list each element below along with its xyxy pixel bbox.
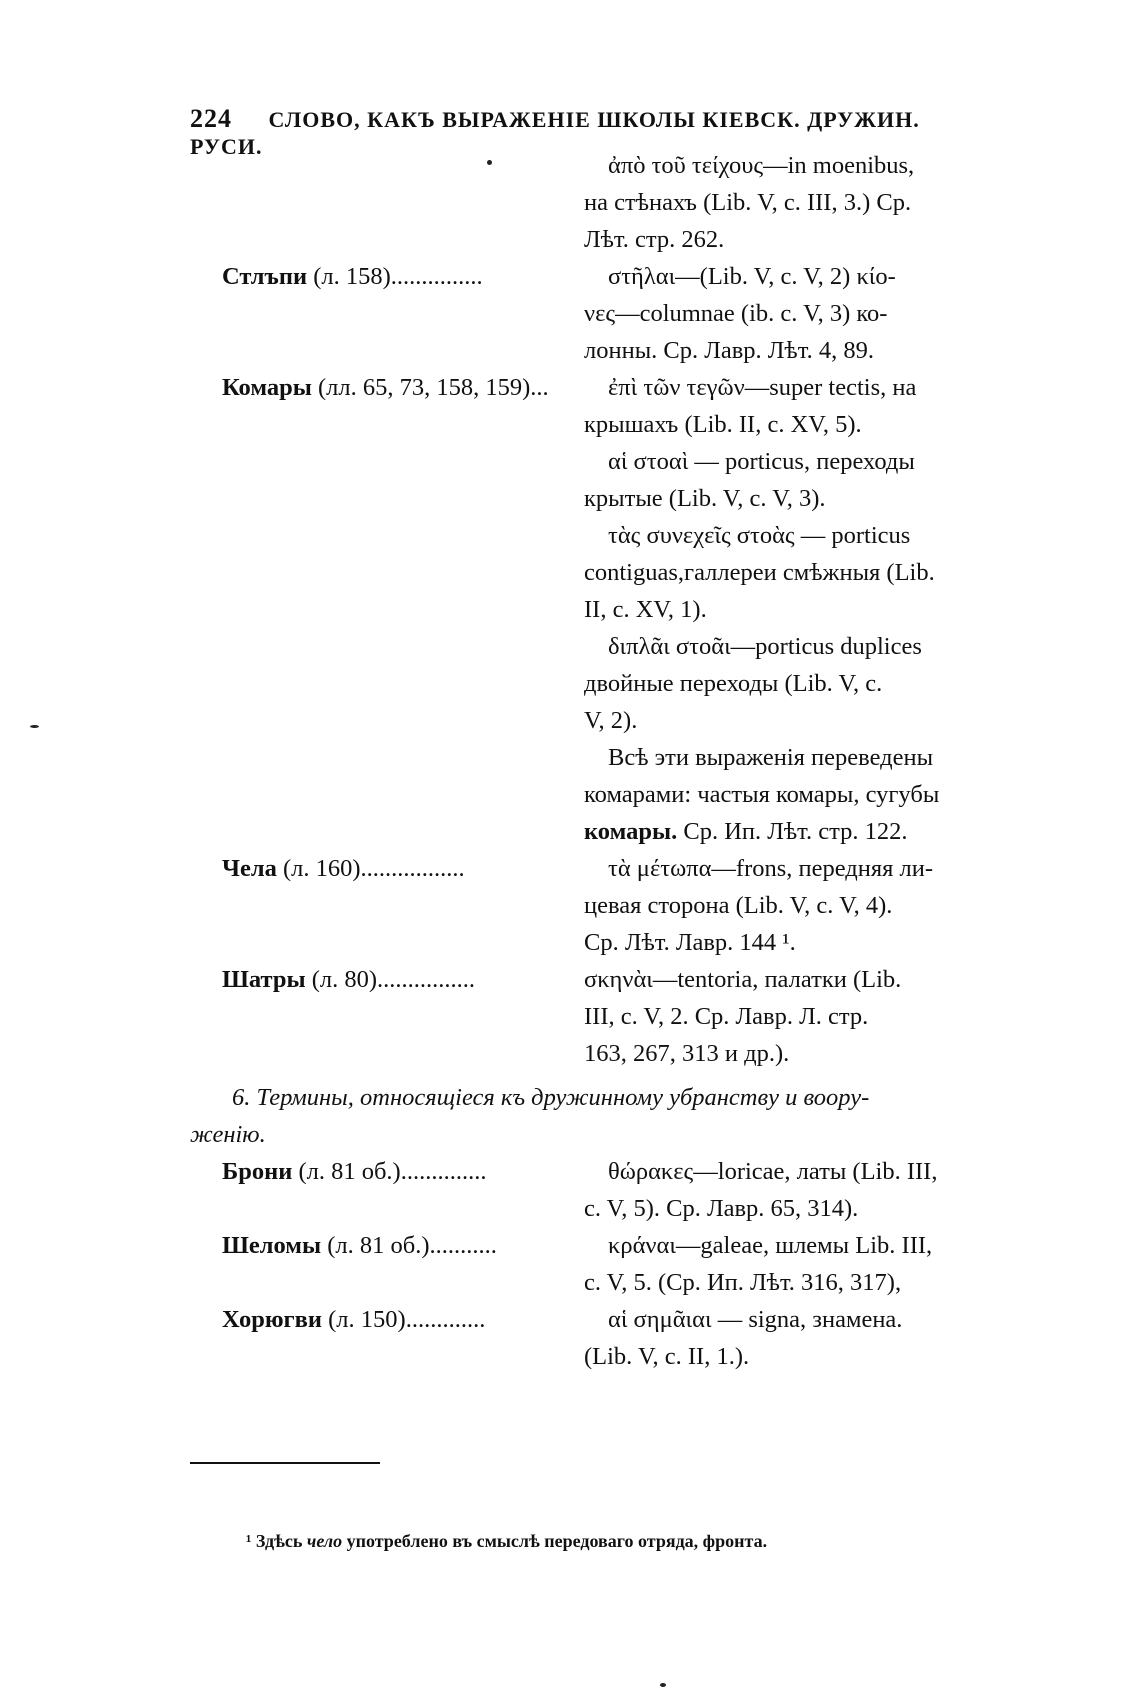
text-line: σκηνὰι—tentoria, палатки (Lib. — [584, 966, 902, 993]
term-ref: (л. 81 об.) — [292, 1158, 401, 1185]
text-line: αἱ στοαὶ — porticus, переходы — [608, 448, 915, 475]
text-line: c. V, 5. (Ср. Ип. Лѣт. 316, 317), — [584, 1269, 902, 1296]
term-ref: (л. 150) — [322, 1306, 406, 1333]
text-line — [584, 820, 908, 845]
term-entry — [222, 265, 483, 290]
text-line: двойные переходы (Lib. V, c. — [584, 670, 883, 697]
text-line: (Lib. V, c. II, 1.). — [584, 1343, 750, 1370]
text-line: цевая сторона (Lib. V, c. V, 4). — [584, 892, 893, 919]
leader-dots: ... — [530, 374, 549, 401]
term-entry — [222, 1160, 486, 1185]
term-word: Комары — [222, 374, 312, 401]
leader-dots: ............. — [405, 1306, 486, 1333]
text-line: на стѣнахъ (Lib. V, c. III, 3.) Ср. — [584, 189, 912, 216]
text-line: c. V, 5). Ср. Лавр. 65, 314). — [584, 1195, 859, 1222]
text-line: κράναι—galeae, шлемы Lib. III, — [608, 1232, 933, 1259]
text-line: contiguas,галлереи смѣжныя (Lib. — [584, 559, 935, 586]
leader-dots: ............... — [390, 263, 483, 290]
text-line: Лѣт. стр. 262. — [584, 226, 725, 253]
text-line: крытые (Lib. V, c. V, 3). — [584, 485, 826, 512]
text-line: ἐπὶ τῶν τεγῶν—super tectis, на — [608, 374, 917, 401]
running-title: СЛОВО, КАКЪ ВЫРАЖЕНІЕ ШКОЛЫ КІЕВСК. ДРУЖИН. РУСИ. — [190, 107, 920, 159]
term-ref: (л. 158) — [307, 263, 391, 290]
text-line: Всѣ эти выраженія переведены — [608, 744, 934, 771]
page-number: 224 — [190, 104, 232, 133]
footnote-text: употреблено въ смыслѣ передоваго отряда, фронта. — [342, 1531, 768, 1551]
term-word: Стлъпи — [222, 263, 308, 290]
text-line: крышахъ (Lib. II, c. XV, 5). — [584, 411, 862, 438]
text-line: θώρακες—loricae, латы (Lib. III, — [608, 1158, 938, 1185]
term-entry — [222, 1234, 497, 1259]
term-entry — [222, 968, 475, 993]
term-word: Шеломы — [222, 1232, 322, 1259]
term-word: Хорюгви — [222, 1306, 323, 1333]
text-line: στῆλαι—(Lib. V, c. V, 2) κίο- — [608, 263, 896, 290]
term-ref: (л. 160) — [276, 855, 361, 882]
scan-speck — [660, 1683, 666, 1687]
term-ref: (л. 80) — [305, 966, 378, 993]
term-word: Чела — [222, 855, 277, 882]
scan-speck — [30, 725, 39, 728]
leader-dots: ........... — [429, 1232, 497, 1259]
term-word: Брони — [222, 1158, 293, 1185]
leader-dots: ................ — [377, 966, 476, 993]
footnote-rule — [190, 1462, 380, 1464]
text-line: III, c. V, 2. Ср. Лавр. Л. стр. — [584, 1003, 869, 1030]
term-entry — [222, 857, 465, 882]
text-line: Ср. Лѣт. Лавр. 144 ¹. — [584, 929, 796, 956]
section-heading: 6. Термины, относящіеся къ дружинному убранству и воору- — [232, 1084, 870, 1111]
text-span: Ср. Ип. Лѣт. стр. 122. — [677, 818, 908, 845]
footnote — [246, 1531, 767, 1552]
footnote-emphasis: чело — [306, 1531, 343, 1551]
footnote-marker: ¹ — [246, 1531, 252, 1551]
text-line: τὰ μέτωπα—frons, передняя ли- — [608, 855, 934, 882]
scan-speck — [487, 160, 492, 165]
leader-dots: .............. — [400, 1158, 487, 1185]
section-heading-continued: женію. — [190, 1121, 266, 1148]
text-line: V, 2). — [584, 707, 638, 734]
term-word: Шатры — [222, 966, 306, 993]
term-entry — [222, 1308, 485, 1333]
text-line: νες—columnae (ib. c. V, 3) ко- — [584, 300, 888, 327]
term-entry — [222, 376, 549, 401]
leader-dots: ................. — [360, 855, 465, 882]
text-line: комарами: частыя комары, сугубы — [584, 781, 940, 808]
text-line: 163, 267, 313 и др.). — [584, 1040, 790, 1067]
text-line: II, c. XV, 1). — [584, 596, 707, 623]
footnote-text: Здѣсь — [251, 1531, 307, 1551]
text-line: ἀπὸ τοῦ τείχους—in moenibus, — [608, 152, 915, 179]
term-ref: (л. 81 об.) — [321, 1232, 430, 1259]
bold-word: комары. — [584, 818, 678, 845]
text-line: τὰς συνεχεῖς στοὰς — porticus — [608, 522, 911, 549]
text-line: αἱ σημᾶιαι — signa, знамена. — [608, 1306, 903, 1333]
text-line: διπλᾶι στοᾶι—porticus duplices — [608, 633, 922, 660]
term-ref: (лл. 65, 73, 158, 159) — [311, 374, 531, 401]
text-line: лонны. Ср. Лавр. Лѣт. 4, 89. — [584, 337, 874, 364]
